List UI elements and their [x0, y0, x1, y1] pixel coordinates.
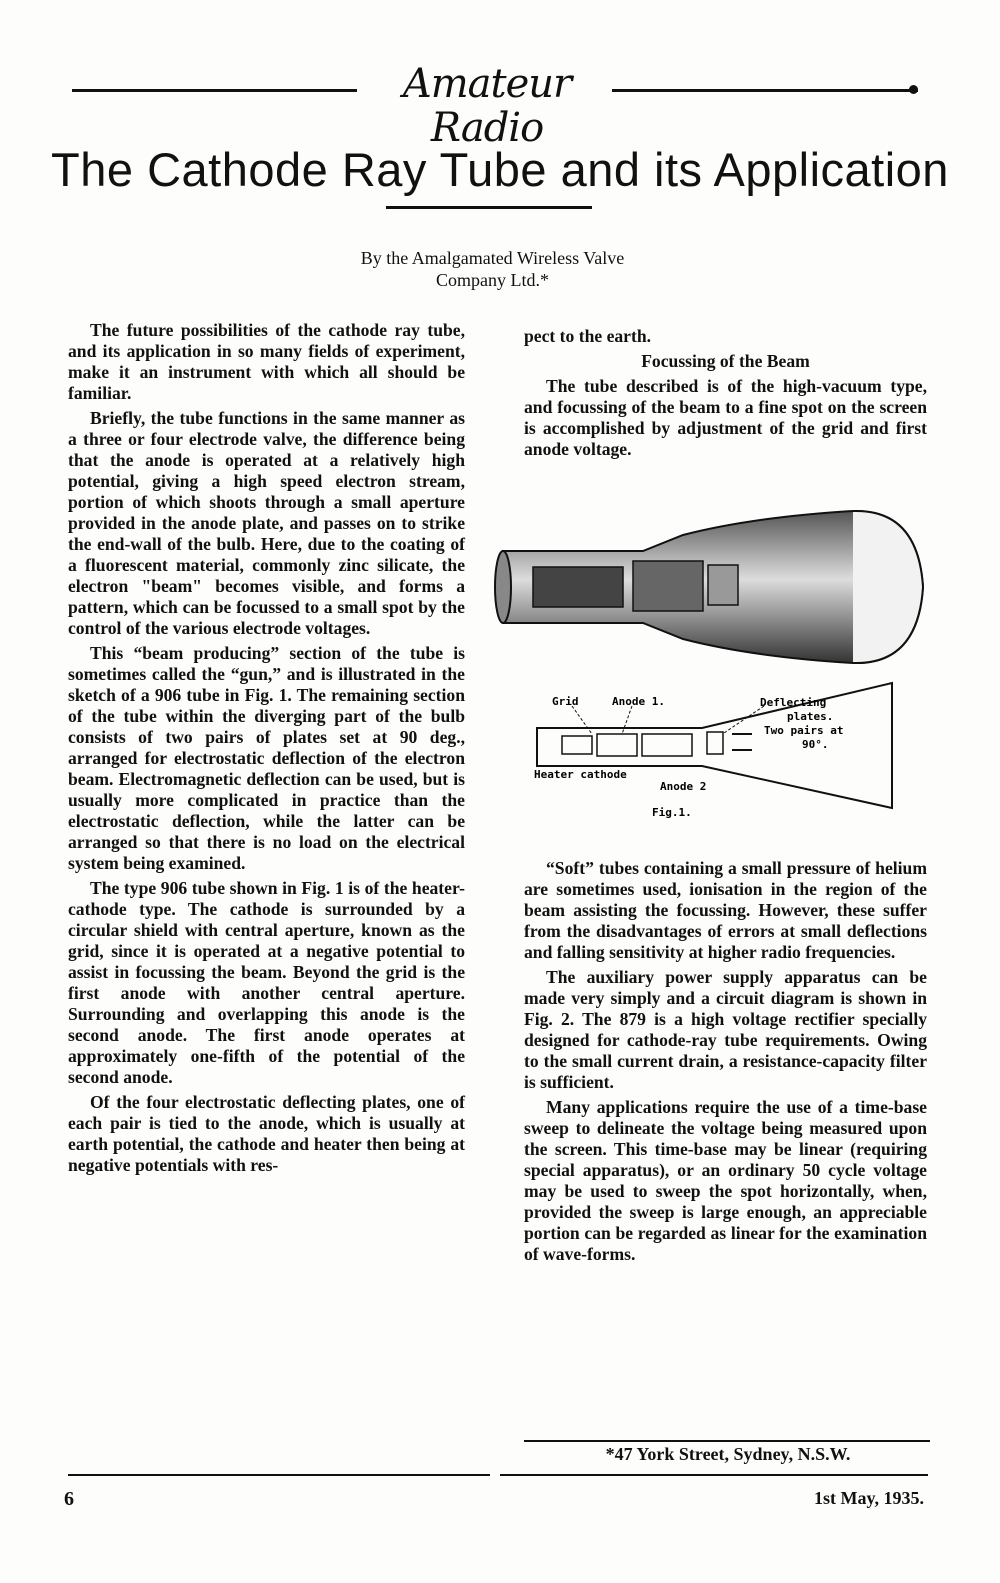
bottom-rule-left — [68, 1474, 490, 1476]
masthead-dot — [909, 85, 918, 94]
label-heater-cathode: Heater cathode — [534, 768, 627, 781]
footnote: *47 York Street, Sydney, N.S.W. — [605, 1444, 851, 1464]
label-grid: Grid — [552, 695, 579, 708]
continued-text: pect to the earth. — [524, 326, 652, 346]
page-number: 6 — [64, 1488, 74, 1510]
byline-line-1: By the Amalgamated Wireless Valve — [360, 248, 625, 268]
label-plates: plates. — [787, 710, 834, 723]
left-column — [68, 320, 465, 1180]
masthead — [72, 60, 918, 151]
label-ninety: 90°. — [802, 738, 829, 751]
paragraph: The type 906 tube shown in Fig. 1 is of the heater-cathode type. The cathode is surrounded by a circular shield with central aperture, known as the grid, since it is operated at a negative potential to assist in focussing the beam. Beyond the grid is the first anode with another central aperture. Surrounding and overlapping this anode is the second anode. The first anode operates at approximately one-fifth of the potential of the second anode. — [68, 878, 465, 1087]
bottom-rule-right — [500, 1474, 928, 1476]
paragraph: This “beam producing” section of the tube is sometimes called the “gun,” and is illustrated in the sketch of a 906 tube in Fig. 1. The remaining section of the tube within the diverging part of the bulb consists of two pairs of plates set at 90 deg., arranged for electrostatic deflection of the electron beam. Electromagnetic deflection can be used, but is usually more complicated in practice than the electrostatic deflection, while the latter can be arranged so that there is no load on the electrical system being examined. — [68, 643, 465, 873]
paragraph: The future possibilities of the cathode ray tube, and its application in so many fields of experiment, make it an instrument with which all should be familiar. — [68, 320, 465, 403]
paragraph: “Soft” tubes containing a small pressure of helium are sometimes used, ionisation in the region of the beam assisting the focussing. However, these suffer from the disadvantages of errors at small deflections and falling sensitivity at higher radio frequencies. — [524, 858, 927, 962]
byline — [260, 247, 725, 291]
paragraph: The tube described is of the high-vacuum type, and focussing of the beam to a fine spot on the screen is accomplished by adjustment of the grid and first anode voltage. — [524, 376, 927, 459]
paragraph: Many applications require the use of a time-base sweep to delineate the voltage being measured upon the screen. This time-base may be linear (requiring special apparatus), or an ordinary 50 cycle voltage may be used to sweep the spot horizontally, when, provided the sweep is large enough, an appreciable portion can be regarded as linear for the examination of wave-forms. — [524, 1097, 927, 1264]
article-title: The Cathode Ray Tube and its Application — [51, 143, 949, 196]
label-two-pairs: Two pairs at — [764, 724, 844, 737]
masthead-rule-left — [72, 89, 357, 92]
right-column-bottom — [524, 858, 927, 1269]
label-anode-2: Anode 2 — [660, 780, 707, 793]
label-anode-1: Anode 1. — [612, 695, 665, 708]
title-rule — [386, 206, 592, 209]
byline-line-2: Company Ltd.* — [436, 270, 549, 290]
right-column-top — [524, 326, 927, 464]
issue-date: 1st May, 1935. — [814, 1488, 924, 1508]
subheading: Focussing of the Beam — [641, 351, 810, 371]
paragraph: Briefly, the tube functions in the same manner as a three or four electrode valve, the difference being that the anode is operated at a relatively high potential, giving a high speed electron stream, portion of which shoots through a small aperture provided in the anode plate, and passes on to strike the end-wall of the bulb. Here, due to the coating of a fluorescent material, commonly zinc silicate, the electron "beam" becomes visible, and forms a pattern, which can be focussed to a small spot by the control of the various electrode voltages. — [68, 408, 465, 638]
tube-illustration — [493, 505, 928, 670]
figure-caption: Fig.1. — [652, 806, 692, 819]
magazine-name: Amateur Radio — [402, 61, 572, 151]
paragraph: Of the four electrostatic deflecting plates, one of each pair is tied to the anode, which is usually at earth potential, the cathode and heater then being at negative potentials with res- — [68, 1092, 465, 1175]
paragraph: The auxiliary power supply apparatus can be made very simply and a circuit diagram is shown in Fig. 2. The 879 is a high voltage rectifier specially designed for cathode-ray tube requirements. Owing to the small current drain, a resistance-capacity filter is sufficient. — [524, 967, 927, 1092]
figure-1-diagram — [532, 678, 930, 828]
masthead-rule-right — [612, 89, 918, 92]
label-deflecting: Deflecting — [760, 696, 827, 709]
